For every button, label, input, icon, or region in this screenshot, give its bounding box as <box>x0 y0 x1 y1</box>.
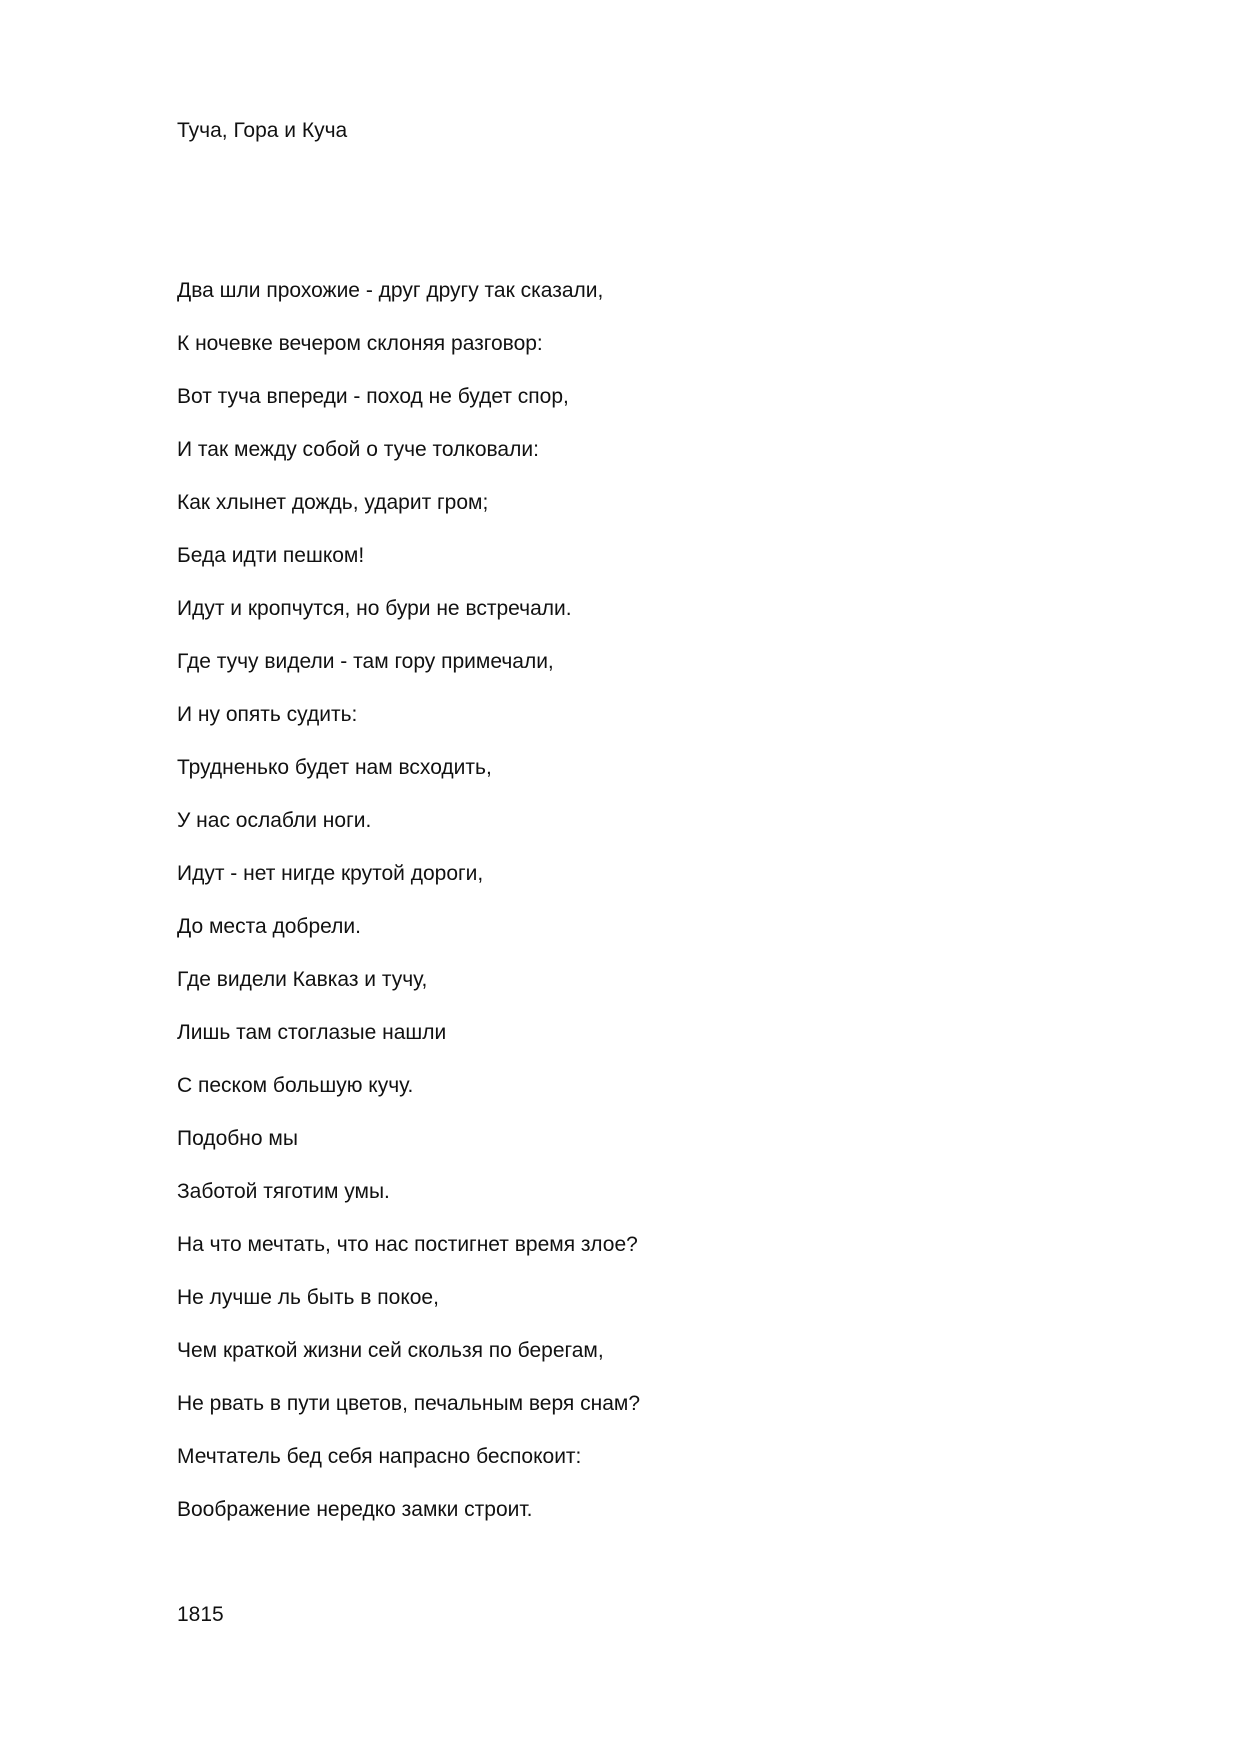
poem-line: На что мечтать, что нас постигнет время злое? <box>177 1233 638 1256</box>
poem-line: С песком большую кучу. <box>177 1074 414 1097</box>
poem-line: Беда идти пешком! <box>177 544 365 567</box>
poem-line: До места добрели. <box>177 915 361 938</box>
poem-line: Трудненько будет нам всходить, <box>177 756 492 779</box>
poem-line: И так между собой о туче толковали: <box>177 438 539 461</box>
poem-line: Вот туча впереди - поход не будет спор, <box>177 385 569 408</box>
poem-line: Воображение нередко замки строит. <box>177 1498 533 1521</box>
poem-line: Не рвать в пути цветов, печальным веря снам? <box>177 1392 641 1415</box>
poem-year: 1815 <box>177 1603 224 1626</box>
poem-line: Где видели Кавказ и тучу, <box>177 968 428 991</box>
poem-line: К ночевке вечером склоняя разговор: <box>177 332 543 355</box>
poem-line: И ну опять судить: <box>177 703 358 726</box>
poem-line: Мечтатель бед себя напрасно беспокоит: <box>177 1445 582 1468</box>
poem-line: Чем краткой жизни сей скользя по берегам, <box>177 1339 604 1362</box>
poem-line: Где тучу видели - там гору примечали, <box>177 650 554 673</box>
poem-line: Не лучше ль быть в покое, <box>177 1286 439 1309</box>
poem-line: Лишь там стоглазые нашли <box>177 1021 447 1044</box>
poem-line: Два шли прохожие - друг другу так сказали, <box>177 279 604 302</box>
poem-body <box>177 278 640 1550</box>
poem-line: Идут - нет нигде крутой дороги, <box>177 862 484 885</box>
poem-line: Заботой тяготим умы. <box>177 1180 390 1203</box>
poem-line: Подобно мы <box>177 1127 298 1150</box>
poem-line: Как хлынет дождь, ударит гром; <box>177 491 489 514</box>
poem-title: Туча, Гора и Куча <box>177 119 348 142</box>
poem-line: Идут и кропчутся, но бури не встречали. <box>177 597 572 620</box>
poem-line: У нас ослабли ноги. <box>177 809 372 832</box>
